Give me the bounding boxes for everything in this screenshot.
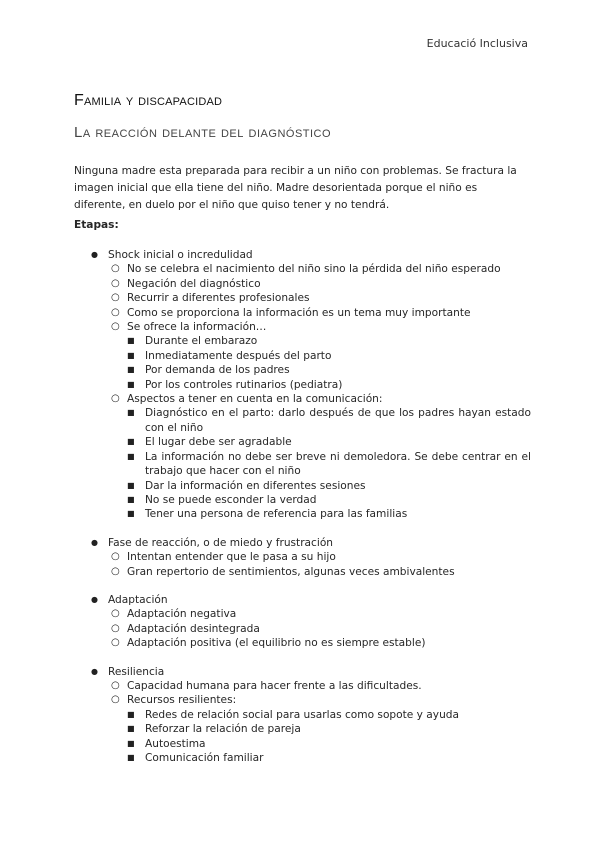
list-item: [108, 565, 531, 579]
nested-list-item: ■ Reforzar la relación de pareja: [127, 722, 531, 736]
list-item-label: Aspectos a tener en cuenta en la comunicación:: [127, 393, 383, 406]
stage-label: Adaptación: [108, 593, 168, 606]
list-item: [108, 306, 531, 320]
nested-list-item: ■ El lugar debe ser agradable: [127, 435, 531, 449]
stages-list: [91, 248, 531, 779]
list-item-label: Intentan entender que le pasa a su hijo: [127, 551, 336, 564]
list-item-label: Adaptación positiva (el equilibrio no es siempre estable): [127, 637, 426, 650]
stage-sublist: [108, 550, 531, 579]
nested-list-item: ■ Comunicación familiar: [127, 751, 531, 765]
nested-list-item: ■ Redes de relación social para usarlas como sopote y ayuda: [127, 708, 531, 722]
nested-list-item: ■ Diagnóstico en el parto: darlo después de que los padres hayan estado con el niño: [127, 406, 531, 435]
nested-list: [127, 334, 531, 392]
list-item: [108, 291, 531, 305]
list-item: [108, 262, 531, 276]
stage-item: [91, 248, 531, 522]
list-item-label: Como se proporciona la información es un tema muy importante: [127, 306, 471, 319]
nested-list: [127, 406, 531, 521]
list-item-label: No se celebra el nacimiento del niño sino la pérdida del niño esperado: [127, 263, 501, 276]
section-heading: La reacción delante del diagnóstico: [74, 124, 332, 141]
page-title: Familia y discapacidad: [74, 92, 223, 109]
stages-label: Etapas:: [74, 219, 119, 231]
list-item-label: Recursos resilientes:: [127, 694, 237, 707]
list-item: [108, 277, 531, 291]
nested-list: [127, 708, 531, 766]
list-item: [108, 679, 531, 693]
list-item-label: Gran repertorio de sentimientos, algunas veces ambivalentes: [127, 565, 455, 578]
list-item: [108, 636, 531, 650]
stage-sublist: [108, 262, 531, 521]
stage-sublist: [108, 679, 531, 765]
list-item: [108, 320, 531, 392]
list-item: [108, 607, 531, 621]
stage-item: [91, 536, 531, 579]
stage-label: Resiliencia: [108, 665, 165, 678]
list-item: [108, 550, 531, 564]
nested-list-item: ■ La información no debe ser breve ni demoledora. Se debe centrar en el trabajo que hacer con el niño: [127, 450, 531, 479]
nested-list-item: ■ Por demanda de los padres: [127, 363, 531, 377]
list-item-label: Adaptación desintegrada: [127, 622, 260, 635]
list-item: [108, 622, 531, 636]
list-item-label: Recurrir a diferentes profesionales: [127, 292, 310, 305]
nested-list-item: ■ Dar la información en diferentes sesiones: [127, 479, 531, 493]
list-item-label: Se ofrece la información…: [127, 321, 267, 334]
nested-list-item: ■ Por los controles rutinarios (pediatra): [127, 378, 531, 392]
intro-paragraph: Ninguna madre esta preparada para recibir a un niño con problemas. Se fractura la imagen inicial que ella tiene del niño. Madre desorientada porque el niño es diferente, en duelo por el niño que quiso tener y no tendrá.: [74, 165, 517, 211]
stage-label: Shock inicial o incredulidad: [108, 249, 253, 261]
list-item: [108, 392, 531, 522]
list-item-label: Adaptación negativa: [127, 608, 237, 621]
list-item-label: Capacidad humana para hacer frente a las dificultades.: [127, 679, 422, 692]
nested-list-item: ■ Tener una persona de referencia para las familias: [127, 507, 531, 521]
nested-list-item: ■ Autoestima: [127, 737, 531, 751]
stage-sublist: [108, 607, 531, 650]
nested-list-item: ■ No se puede esconder la verdad: [127, 493, 531, 507]
page-header: Educació Inclusiva: [426, 37, 528, 50]
stage-item: [91, 665, 531, 766]
list-item: [108, 693, 531, 765]
list-item-label: Negación del diagnóstico: [127, 277, 261, 290]
nested-list-item: ■ Inmediatamente después del parto: [127, 349, 531, 363]
stage-item: [91, 593, 531, 651]
nested-list-item: ■ Durante el embarazo: [127, 334, 531, 348]
stage-label: Fase de reacción, o de miedo y frustración: [108, 536, 334, 549]
